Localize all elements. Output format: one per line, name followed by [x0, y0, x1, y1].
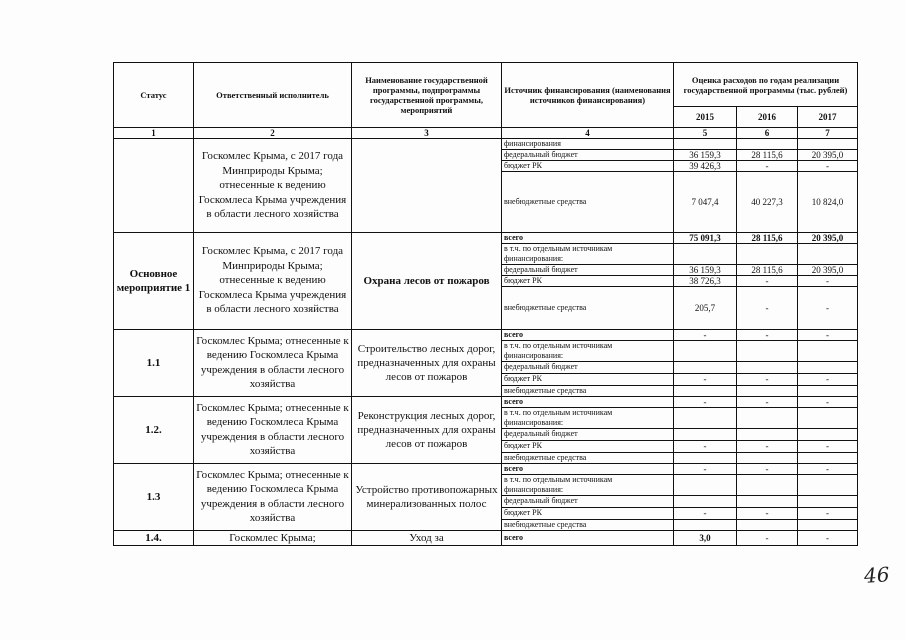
- value-cell: -: [737, 530, 798, 546]
- value-cell: [737, 139, 798, 150]
- value-cell: [674, 340, 737, 361]
- source-cell: федеральный бюджет: [502, 264, 674, 275]
- source-cell: федеральный бюджет: [502, 428, 674, 440]
- value-cell: 39 426,3: [674, 160, 737, 171]
- column-number: 1: [114, 128, 194, 139]
- source-cell: федеральный бюджет: [502, 495, 674, 507]
- source-cell: внебюджетные средства: [502, 452, 674, 463]
- source-cell: в т.ч. по отдельным источникам финансирования:: [502, 340, 674, 361]
- source-cell: бюджет РК: [502, 373, 674, 385]
- source-cell: в т.ч. по отдельным источникам финансирования:: [502, 407, 674, 428]
- value-cell: [798, 340, 858, 361]
- source-cell: бюджет РК: [502, 507, 674, 519]
- value-cell: -: [737, 396, 798, 407]
- value-cell: [674, 428, 737, 440]
- value-cell: 75 091,3: [674, 232, 737, 243]
- program-name-cell: [352, 139, 502, 233]
- value-cell: 205,7: [674, 286, 737, 329]
- source-cell: федеральный бюджет: [502, 149, 674, 160]
- value-cell: -: [798, 530, 858, 546]
- header-year: 2017: [798, 107, 858, 128]
- value-cell: [798, 385, 858, 396]
- value-cell: -: [674, 373, 737, 385]
- source-cell: внебюджетные средства: [502, 171, 674, 232]
- responsible-cell: Госкомлес Крыма;: [194, 530, 352, 546]
- value-cell: 28 115,6: [737, 264, 798, 275]
- value-cell: 36 159,3: [674, 264, 737, 275]
- value-cell: 28 115,6: [737, 232, 798, 243]
- program-name-cell: Устройство противопожарных минерализованных полос: [352, 463, 502, 530]
- value-cell: -: [798, 286, 858, 329]
- source-cell: всего: [502, 396, 674, 407]
- responsible-cell: Госкомлес Крыма, с 2017 года Минприроды Крыма; отнесенные к ведению Госкомлеса Крыма учреждения в области лесного хозяйства: [194, 232, 352, 329]
- value-cell: -: [798, 396, 858, 407]
- value-cell: -: [737, 286, 798, 329]
- value-cell: [798, 495, 858, 507]
- value-cell: -: [798, 329, 858, 340]
- value-cell: [737, 428, 798, 440]
- column-number: 2: [194, 128, 352, 139]
- value-cell: 20 395,0: [798, 149, 858, 160]
- responsible-cell: Госкомлес Крыма, с 2017 года Минприроды Крыма; отнесенные к ведению Госкомлеса Крыма учреждения в области лесного хозяйства: [194, 139, 352, 233]
- source-cell: всего: [502, 329, 674, 340]
- value-cell: [674, 407, 737, 428]
- value-cell: 28 115,6: [737, 149, 798, 160]
- value-cell: [674, 495, 737, 507]
- program-name-cell: Реконструкция лесных дорог, предназначенных для охраны лесов от пожаров: [352, 396, 502, 463]
- header-status: Статус: [114, 63, 194, 128]
- header-year: 2016: [737, 107, 798, 128]
- value-cell: [737, 340, 798, 361]
- value-cell: [737, 385, 798, 396]
- program-name-cell: Строительство лесных дорог, предназначенных для охраны лесов от пожаров: [352, 329, 502, 396]
- value-cell: [798, 428, 858, 440]
- value-cell: [674, 452, 737, 463]
- column-number: 7: [798, 128, 858, 139]
- source-cell: всего: [502, 232, 674, 243]
- value-cell: -: [737, 275, 798, 286]
- value-cell: [674, 474, 737, 495]
- value-cell: -: [674, 396, 737, 407]
- value-cell: 38 726,3: [674, 275, 737, 286]
- value-cell: -: [737, 373, 798, 385]
- source-cell: бюджет РК: [502, 440, 674, 452]
- value-cell: -: [798, 507, 858, 519]
- value-cell: 20 395,0: [798, 232, 858, 243]
- value-cell: -: [737, 160, 798, 171]
- value-cell: 3,0: [674, 530, 737, 546]
- value-cell: [674, 385, 737, 396]
- source-cell: всего: [502, 463, 674, 474]
- program-name-cell: Охрана лесов от пожаров: [352, 232, 502, 329]
- value-cell: -: [674, 463, 737, 474]
- header-name: Наименование государственной программы, подпрограммы государственной программы, мероприятий: [352, 63, 502, 128]
- value-cell: [674, 243, 737, 264]
- source-cell: всего: [502, 530, 674, 546]
- value-cell: -: [674, 329, 737, 340]
- source-cell: бюджет РК: [502, 275, 674, 286]
- source-cell: в т.ч. по отдельным источникам финансирования:: [502, 243, 674, 264]
- value-cell: [798, 407, 858, 428]
- source-cell: бюджет РК: [502, 160, 674, 171]
- value-cell: [674, 139, 737, 150]
- value-cell: [737, 474, 798, 495]
- header-year: 2015: [674, 107, 737, 128]
- page-number: 46: [863, 562, 891, 588]
- value-cell: [674, 361, 737, 373]
- value-cell: [798, 243, 858, 264]
- program-name-cell: Уход за: [352, 530, 502, 546]
- column-number: 4: [502, 128, 674, 139]
- status-cell: [114, 139, 194, 233]
- value-cell: 20 395,0: [798, 264, 858, 275]
- value-cell: -: [737, 463, 798, 474]
- value-cell: -: [798, 373, 858, 385]
- value-cell: -: [737, 507, 798, 519]
- status-cell: 1.3: [114, 463, 194, 530]
- value-cell: 40 227,3: [737, 171, 798, 232]
- column-number: 3: [352, 128, 502, 139]
- value-cell: [737, 407, 798, 428]
- value-cell: -: [798, 275, 858, 286]
- value-cell: -: [674, 507, 737, 519]
- budget-table: [113, 62, 858, 546]
- source-cell: финансирования: [502, 139, 674, 150]
- source-cell: федеральный бюджет: [502, 361, 674, 373]
- status-cell: 1.4.: [114, 530, 194, 546]
- column-number: 6: [737, 128, 798, 139]
- value-cell: [798, 474, 858, 495]
- value-cell: [737, 519, 798, 530]
- responsible-cell: Госкомлес Крыма; отнесенные к ведению Госкомлеса Крыма учреждения в области лесного хозяйства: [194, 396, 352, 463]
- status-cell: Основное мероприятие 1: [114, 232, 194, 329]
- source-cell: внебюджетные средства: [502, 519, 674, 530]
- status-cell: 1.1: [114, 329, 194, 396]
- header-responsible: Ответственный исполнитель: [194, 63, 352, 128]
- value-cell: -: [798, 463, 858, 474]
- value-cell: -: [798, 440, 858, 452]
- value-cell: 10 824,0: [798, 171, 858, 232]
- source-cell: в т.ч. по отдельным источникам финансирования:: [502, 474, 674, 495]
- value-cell: [737, 361, 798, 373]
- value-cell: 7 047,4: [674, 171, 737, 232]
- value-cell: -: [798, 160, 858, 171]
- value-cell: -: [737, 440, 798, 452]
- value-cell: [798, 139, 858, 150]
- value-cell: [737, 243, 798, 264]
- header-source: Источник финансирования (наименования источников финансирования): [502, 63, 674, 128]
- status-cell: 1.2.: [114, 396, 194, 463]
- value-cell: -: [737, 329, 798, 340]
- source-cell: внебюджетные средства: [502, 286, 674, 329]
- responsible-cell: Госкомлес Крыма; отнесенные к ведению Госкомлеса Крыма учреждения в области лесного хозяйства: [194, 329, 352, 396]
- value-cell: [798, 519, 858, 530]
- value-cell: [737, 452, 798, 463]
- value-cell: [798, 361, 858, 373]
- value-cell: [737, 495, 798, 507]
- source-cell: внебюджетные средства: [502, 385, 674, 396]
- value-cell: [798, 452, 858, 463]
- header-estimate: Оценка расходов по годам реализации государственной программы (тыс. рублей): [674, 63, 858, 107]
- value-cell: 36 159,3: [674, 149, 737, 160]
- responsible-cell: Госкомлес Крыма; отнесенные к ведению Госкомлеса Крыма учреждения в области лесного хозяйства: [194, 463, 352, 530]
- column-number: 5: [674, 128, 737, 139]
- value-cell: [674, 519, 737, 530]
- value-cell: -: [674, 440, 737, 452]
